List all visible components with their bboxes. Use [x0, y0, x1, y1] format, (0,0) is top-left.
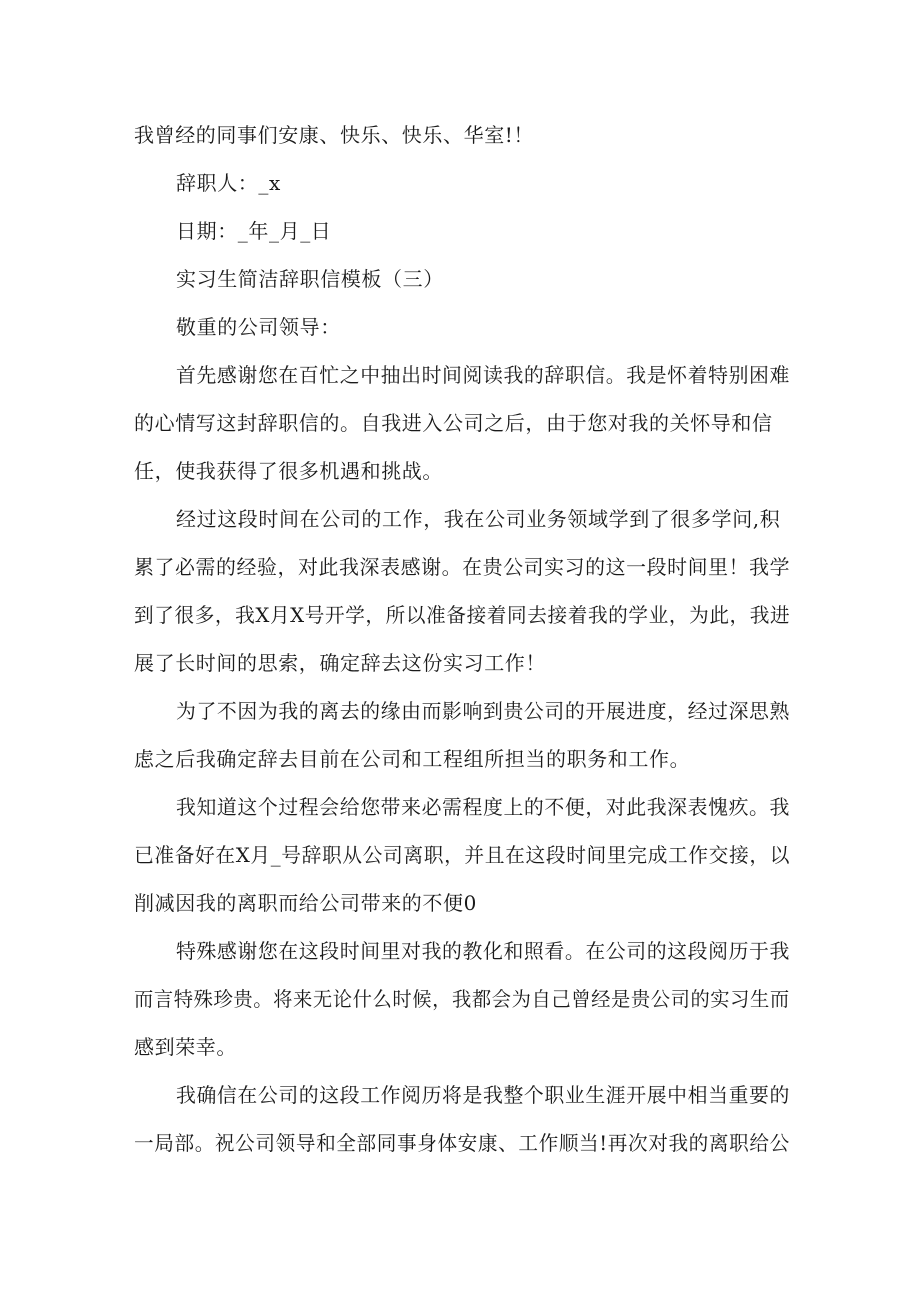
paragraph-line: 已准备好在X月_号辞职从公司离职，并且在这段时间里完成工作交接，以	[134, 843, 791, 867]
paragraph-line: 我确信在公司的这段工作阅历将是我整个职业生涯开展中相当重要的	[176, 1083, 790, 1107]
paragraph-line: 任，使我获得了很多机遇和挑战。	[134, 459, 443, 483]
section-title: 实习生简洁辞职信模板（三）	[176, 267, 444, 291]
paragraph-line: 特殊感谢您在这段时间里对我的教化和照看。在公司的这段阅历于我	[176, 939, 790, 963]
paragraph-line: 虑之后我确定辞去目前在公司和工程组所担当的职务和工作。	[134, 747, 691, 771]
closing-wish-line: 我曾经的同事们安康、快乐、快乐、华室!！	[134, 123, 535, 147]
paragraph-line: 我知道这个过程会给您带来必需程度上的不便，对此我深表愧疚。我	[176, 795, 790, 819]
paragraph-line: 感到荣幸。	[134, 1035, 237, 1059]
paragraph-line: 展了长时间的思索，确定辞去这份实习工作！	[134, 651, 546, 675]
signer-line: 辞职人：_x	[176, 171, 281, 195]
paragraph-line: 为了不因为我的离去的缘由而影响到贵公司的开展进度，经过深思熟	[176, 699, 790, 723]
paragraph-line: 到了很多，我X月X号开学，所以准备接着同去接着我的学业，为此，我进	[134, 603, 791, 627]
paragraph-line: 而言特殊珍贵。将来无论什么时候，我都会为自己曾经是贵公司的实习生而	[134, 987, 790, 1011]
salutation: 敬重的公司领导：	[176, 315, 341, 339]
date-line: 日期：_年_月_日	[176, 219, 332, 243]
paragraph-line: 累了必需的经验，对此我深表感谢。在贵公司实习的这一段时间里！我学	[134, 555, 791, 579]
paragraph-line: 削减因我的离职而给公司带来的不便0	[134, 891, 477, 915]
paragraph-line: 的心情写这封辞职信的。自我进入公司之后，由于您对我的关怀导和信	[134, 411, 773, 435]
paragraph-line: 首先感谢您在百忙之中抽出时间阅读我的辞职信。我是怀着特别困难	[176, 363, 790, 387]
paragraph-line: 一局部。祝公司领导和全部同事身体安康、工作顺当!再次对我的离职给公	[134, 1131, 790, 1155]
paragraph-line: 经过这段时间在公司的工作，我在公司业务领域学到了很多学问,积	[176, 507, 781, 531]
